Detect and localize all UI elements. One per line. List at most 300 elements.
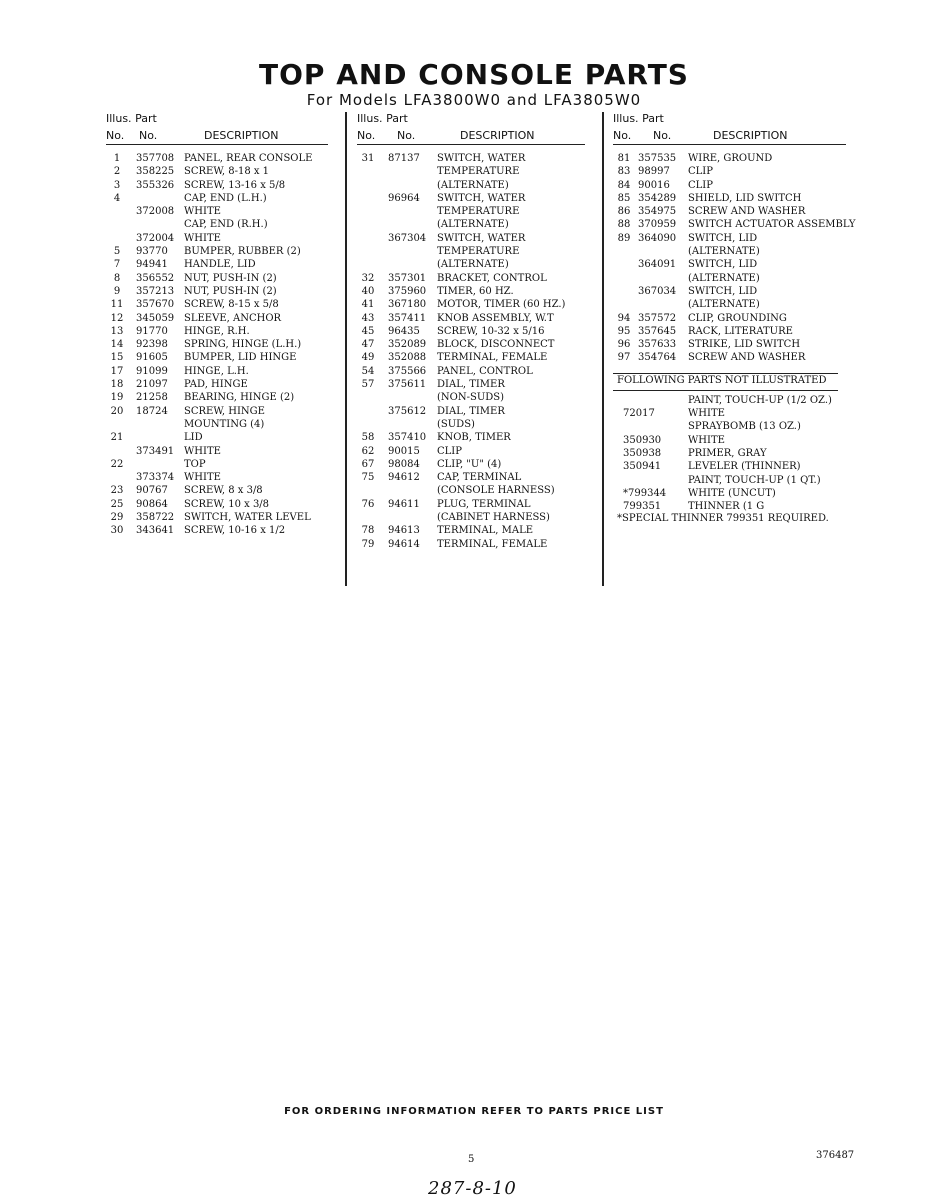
table-row — [613, 447, 863, 460]
part-description: HINGE, R.H. — [184, 325, 250, 337]
part-description: SWITCH, WATER — [437, 232, 526, 244]
part-number: 93770 — [136, 246, 168, 258]
part-number: 21097 — [136, 379, 168, 391]
table-row — [106, 365, 336, 378]
not-illustrated-section — [613, 375, 863, 525]
part-number: 367034 — [638, 285, 677, 297]
table-row — [357, 391, 597, 404]
part-description: (ALTERNATE) — [437, 259, 509, 271]
part-description: WHITE — [184, 206, 221, 218]
table-row — [106, 405, 336, 418]
illus-number: 20 — [110, 405, 124, 417]
header-illus-no: No. — [357, 129, 376, 142]
part-number: 375566 — [388, 365, 427, 377]
part-description: (CABINET HARNESS) — [437, 512, 550, 524]
table-row — [613, 285, 863, 298]
part-number: 358225 — [136, 166, 175, 178]
part-description: WHITE (UNCUT) — [688, 487, 776, 499]
part-number: 90767 — [136, 485, 168, 497]
table-row — [613, 500, 863, 513]
part-number: 372004 — [136, 232, 175, 244]
illus-number: 43 — [361, 312, 375, 324]
part-number: 375960 — [388, 285, 427, 297]
table-row — [357, 232, 597, 245]
illus-number: 7 — [113, 259, 121, 271]
part-number: 354975 — [638, 206, 677, 218]
part-description: SCREW AND WASHER — [688, 352, 806, 364]
part-description: CLIP — [688, 166, 713, 178]
part-description: SPRAYBOMB (13 OZ.) — [688, 421, 801, 433]
illus-number: 78 — [361, 525, 375, 537]
table-row — [613, 420, 863, 433]
table-row — [357, 471, 597, 484]
table-row — [106, 458, 336, 471]
part-description: CLIP — [437, 445, 462, 457]
table-row — [613, 325, 863, 338]
part-description: (SUDS) — [437, 418, 475, 430]
ordering-footer: FOR ORDERING INFORMATION REFER TO PARTS PRICE LIST — [284, 1106, 664, 1117]
part-number: 94941 — [136, 259, 168, 271]
table-row — [357, 152, 597, 165]
table-row — [357, 418, 597, 431]
part-description: BEARING, HINGE (2) — [184, 392, 295, 404]
illus-number: 79 — [361, 538, 375, 550]
part-description: SCREW, 8 x 3/8 — [184, 485, 263, 497]
illus-number: 75 — [361, 472, 375, 484]
part-number: 357572 — [638, 312, 677, 324]
header-part-no: No. — [139, 129, 158, 142]
table-row — [613, 179, 863, 192]
not-illustrated-heading: FOLLOWING PARTS NOT ILLUSTRATED — [617, 374, 827, 386]
part-description: (CONSOLE HARNESS) — [437, 485, 555, 497]
table-row — [357, 351, 597, 364]
header-rule — [106, 144, 328, 145]
table-row — [106, 418, 336, 431]
not-illustrated-list — [613, 394, 863, 514]
header-illus-no: No. — [106, 129, 125, 142]
parts-list — [106, 152, 336, 538]
part-description: WHITE — [688, 434, 725, 446]
table-row — [357, 258, 597, 271]
column-divider — [602, 112, 604, 586]
illus-number: 57 — [361, 379, 375, 391]
illus-number: 40 — [361, 285, 375, 297]
part-number: 367180 — [388, 299, 427, 311]
part-description: CAP, END (L.H.) — [184, 192, 267, 204]
part-number: 354764 — [638, 352, 677, 364]
part-number: 358722 — [136, 512, 175, 524]
illus-number: 86 — [617, 206, 631, 218]
table-row — [357, 431, 597, 444]
table-row — [106, 431, 336, 444]
part-number: 96435 — [388, 325, 420, 337]
table-row — [106, 511, 336, 524]
column-header — [106, 112, 336, 146]
table-row — [357, 165, 597, 178]
illus-number: 29 — [110, 512, 124, 524]
table-row — [106, 445, 336, 458]
table-row — [106, 325, 336, 338]
part-number: 343641 — [136, 525, 175, 537]
illus-number: 32 — [361, 272, 375, 284]
part-number: 96964 — [388, 192, 420, 204]
part-number: 354289 — [638, 192, 677, 204]
page-subtitle: For Models LFA3800W0 and LFA3805W0 — [306, 91, 642, 109]
part-description: SHIELD, LID SWITCH — [688, 192, 802, 204]
part-number: 72017 — [623, 408, 655, 420]
part-number: 357645 — [638, 325, 677, 337]
part-description: PANEL, CONTROL — [437, 365, 533, 377]
part-description: LEVELER (THINNER) — [688, 461, 801, 473]
illus-number: 9 — [113, 285, 121, 297]
part-description: CLIP — [688, 179, 713, 191]
illus-number: 89 — [617, 232, 631, 244]
part-description: TEMPERATURE — [437, 206, 520, 218]
header-description: DESCRIPTION — [460, 129, 535, 142]
table-row — [357, 378, 597, 391]
table-row — [613, 312, 863, 325]
illus-number: 81 — [617, 153, 631, 164]
illus-number: 1 — [113, 153, 121, 164]
part-description: LID — [184, 432, 203, 444]
column-divider — [345, 112, 347, 586]
part-description: SCREW, HINGE — [184, 405, 265, 417]
table-row — [106, 338, 336, 351]
part-description: WHITE — [688, 408, 725, 420]
illus-number: 23 — [110, 485, 124, 497]
column-header — [357, 112, 597, 146]
table-row — [613, 205, 863, 218]
illus-number: 94 — [617, 312, 631, 324]
table-row — [106, 351, 336, 364]
part-description: SWITCH, WATER — [437, 192, 526, 204]
part-description: PAINT, TOUCH-UP (1 QT.) — [688, 474, 821, 486]
part-description: CLIP, GROUNDING — [688, 312, 787, 324]
table-row — [613, 245, 863, 258]
table-row — [106, 152, 336, 165]
part-description: SCREW, 8-15 x 5/8 — [184, 299, 279, 311]
table-row — [613, 460, 863, 473]
illus-number: 13 — [110, 325, 124, 337]
part-description: THINNER (1 G — [688, 501, 765, 513]
header-part-no: No. — [397, 129, 416, 142]
part-number: 350941 — [623, 461, 662, 473]
part-number: 91099 — [136, 365, 168, 377]
table-row — [106, 179, 336, 192]
illus-number: 4 — [113, 192, 121, 204]
part-description: DIAL, TIMER — [437, 379, 505, 391]
part-number: 90015 — [388, 445, 420, 457]
part-description: (ALTERNATE) — [437, 179, 509, 191]
part-description: WIRE, GROUND — [688, 153, 773, 164]
part-number: 345059 — [136, 312, 175, 324]
part-description: SCREW, 10-16 x 1/2 — [184, 525, 286, 537]
part-description: KNOB ASSEMBLY, W.T — [437, 312, 554, 324]
part-description: TERMINAL, MALE — [437, 525, 534, 537]
part-description: STRIKE, LID SWITCH — [688, 339, 801, 351]
section-rule-bottom — [613, 390, 838, 391]
table-row — [106, 298, 336, 311]
illus-number: 58 — [361, 432, 375, 444]
illus-number: 2 — [113, 166, 121, 178]
part-description: BRACKET, CONTROL — [437, 272, 547, 284]
table-row — [357, 179, 597, 192]
part-number: 364090 — [638, 232, 677, 244]
part-description: SPRING, HINGE (L.H.) — [184, 339, 302, 351]
part-number: 375612 — [388, 405, 427, 417]
part-number: 94613 — [388, 525, 420, 537]
part-number: 350938 — [623, 447, 662, 459]
part-number: 355326 — [136, 179, 175, 191]
part-number: 357213 — [136, 285, 175, 297]
illus-number: 85 — [617, 192, 631, 204]
part-number: 364091 — [638, 259, 677, 271]
part-description: MOUNTING (4) — [184, 418, 265, 430]
table-row — [357, 511, 597, 524]
part-description: (NON-SUDS) — [437, 392, 505, 404]
table-row — [613, 232, 863, 245]
part-description: DIAL, TIMER — [437, 405, 505, 417]
illus-number: 84 — [617, 179, 631, 191]
illus-number: 12 — [110, 312, 124, 324]
illus-number: 47 — [361, 339, 375, 351]
illus-number: 8 — [113, 272, 121, 284]
part-number: 94614 — [388, 538, 420, 550]
table-row — [106, 484, 336, 497]
part-description: CAP, TERMINAL — [437, 472, 522, 484]
table-row — [357, 218, 597, 231]
header-description: DESCRIPTION — [204, 129, 279, 142]
illus-number: 45 — [361, 325, 375, 337]
illus-number: 54 — [361, 365, 375, 377]
handwritten-note: 287-8-10 — [428, 1178, 517, 1199]
part-description: WHITE — [184, 445, 221, 457]
illus-number: 31 — [361, 153, 375, 164]
part-description: HANDLE, LID — [184, 259, 256, 271]
part-number: 357633 — [638, 339, 677, 351]
header-rule — [357, 144, 585, 145]
header-illus-part: Illus. Part — [106, 112, 157, 125]
part-description: SWITCH, WATER LEVEL — [184, 512, 311, 524]
part-description: NUT, PUSH-IN (2) — [184, 272, 277, 284]
table-row — [613, 165, 863, 178]
table-row — [357, 192, 597, 205]
part-description: SCREW, 8-18 x 1 — [184, 166, 270, 178]
part-description: WHITE — [184, 232, 221, 244]
part-number: 799351 — [623, 501, 662, 513]
illus-number: 19 — [110, 392, 124, 404]
part-description: TIMER, 60 HZ. — [437, 285, 514, 297]
parts-list — [613, 152, 863, 365]
part-description: (ALTERNATE) — [688, 272, 760, 284]
part-description: BUMPER, LID HINGE — [184, 352, 297, 364]
part-number: 87137 — [388, 153, 420, 164]
table-row — [613, 407, 863, 420]
table-row — [357, 325, 597, 338]
illus-number: 83 — [617, 166, 631, 178]
illus-number: 30 — [110, 525, 124, 537]
special-thinner-note: *SPECIAL THINNER 799351 REQUIRED. — [617, 513, 829, 525]
table-row — [613, 218, 863, 231]
part-number: 98084 — [388, 458, 420, 470]
part-number: 350930 — [623, 434, 662, 446]
illus-number: 49 — [361, 352, 375, 364]
table-row — [106, 312, 336, 325]
table-row — [357, 498, 597, 511]
illus-number: 3 — [113, 179, 121, 191]
table-row — [357, 524, 597, 537]
part-description: SCREW, 13-16 x 5/8 — [184, 179, 286, 191]
part-description: PAINT, TOUCH-UP (1/2 OZ.) — [688, 394, 832, 406]
parts-column-1 — [106, 112, 336, 538]
table-row — [106, 285, 336, 298]
column-header — [613, 112, 863, 146]
part-description: SCREW AND WASHER — [688, 206, 806, 218]
part-description: MOTOR, TIMER (60 HZ.) — [437, 299, 566, 311]
header-illus-part: Illus. Part — [613, 112, 664, 125]
part-description: TERMINAL, FEMALE — [437, 352, 548, 364]
table-row — [613, 272, 863, 285]
table-row — [106, 378, 336, 391]
table-row — [357, 458, 597, 471]
illus-number: 88 — [617, 219, 631, 231]
table-row — [357, 405, 597, 418]
part-number: 94612 — [388, 472, 420, 484]
illus-number: 17 — [110, 365, 124, 377]
illus-number: 62 — [361, 445, 375, 457]
table-row — [357, 298, 597, 311]
table-row — [357, 272, 597, 285]
part-description: SWITCH, LID — [688, 285, 758, 297]
part-number: 373491 — [136, 445, 175, 457]
table-row — [613, 298, 863, 311]
table-row — [106, 245, 336, 258]
table-row — [613, 152, 863, 165]
part-description: SWITCH, WATER — [437, 153, 526, 164]
table-row — [106, 471, 336, 484]
part-number: 352088 — [388, 352, 427, 364]
table-row — [357, 285, 597, 298]
table-row — [357, 445, 597, 458]
page-title: TOP AND CONSOLE PARTS — [259, 58, 689, 91]
illus-number: 25 — [110, 498, 124, 510]
illus-number: 18 — [110, 379, 124, 391]
part-number: 90016 — [638, 179, 670, 191]
illus-number: 15 — [110, 352, 124, 364]
part-number: 90864 — [136, 498, 168, 510]
part-description: SWITCH, LID — [688, 259, 758, 271]
table-row — [357, 365, 597, 378]
table-row — [106, 165, 336, 178]
table-row — [613, 394, 863, 407]
table-row — [613, 434, 863, 447]
part-number: 373374 — [136, 472, 175, 484]
part-number: 357301 — [388, 272, 427, 284]
illus-number: 95 — [617, 325, 631, 337]
part-description: CLIP, "U" (4) — [437, 458, 502, 470]
table-row — [106, 498, 336, 511]
parts-column-2 — [357, 112, 597, 551]
illus-number: 67 — [361, 458, 375, 470]
table-row — [357, 312, 597, 325]
part-number: 357411 — [388, 312, 427, 324]
parts-column-3 — [613, 112, 863, 524]
part-number: 91605 — [136, 352, 168, 364]
part-description: WHITE — [184, 472, 221, 484]
illus-number: 11 — [110, 299, 124, 311]
part-description: BUMPER, RUBBER (2) — [184, 246, 301, 258]
illus-number: 5 — [113, 246, 121, 258]
page-number: 5 — [468, 1154, 475, 1165]
table-row — [357, 338, 597, 351]
table-row — [357, 484, 597, 497]
table-row — [357, 205, 597, 218]
section-rule-top — [613, 373, 838, 374]
illus-number: 14 — [110, 339, 124, 351]
part-description: PANEL, REAR CONSOLE — [184, 153, 313, 164]
table-row — [106, 205, 336, 218]
part-number: 92398 — [136, 339, 168, 351]
part-number: 357535 — [638, 153, 677, 164]
part-description: TEMPERATURE — [437, 166, 520, 178]
table-row — [106, 258, 336, 271]
part-number: 91770 — [136, 325, 168, 337]
part-number: 352089 — [388, 339, 427, 351]
header-part-no: No. — [653, 129, 672, 142]
table-row — [613, 338, 863, 351]
part-description: KNOB, TIMER — [437, 432, 511, 444]
part-description: HINGE, L.H. — [184, 365, 249, 377]
table-row — [357, 538, 597, 551]
document-number: 376487 — [816, 1150, 855, 1161]
parts-list — [357, 152, 597, 551]
part-number: 370959 — [638, 219, 677, 231]
table-row — [106, 232, 336, 245]
illus-number: 97 — [617, 352, 631, 364]
part-description: SLEEVE, ANCHOR — [184, 312, 282, 324]
table-row — [613, 474, 863, 487]
part-number: 18724 — [136, 405, 168, 417]
table-row — [613, 192, 863, 205]
part-description: RACK, LITERATURE — [688, 325, 793, 337]
table-row — [106, 218, 336, 231]
part-description: (ALTERNATE) — [688, 246, 760, 258]
illus-number: 22 — [110, 458, 124, 470]
table-row — [106, 192, 336, 205]
illus-number: 21 — [110, 432, 124, 444]
part-description: CAP, END (R.H.) — [184, 219, 268, 231]
part-number: 372008 — [136, 206, 175, 218]
header-illus-part: Illus. Part — [357, 112, 408, 125]
part-number: 357410 — [388, 432, 427, 444]
part-description: TOP — [184, 458, 206, 470]
part-description: TERMINAL, FEMALE — [437, 538, 548, 550]
illus-number: 96 — [617, 339, 631, 351]
table-row — [613, 487, 863, 500]
header-illus-no: No. — [613, 129, 632, 142]
part-description: PAD, HINGE — [184, 379, 248, 391]
table-row — [106, 524, 336, 537]
part-description: TEMPERATURE — [437, 246, 520, 258]
part-number: 357708 — [136, 153, 175, 164]
illus-number: 41 — [361, 299, 375, 311]
part-description: NUT, PUSH-IN (2) — [184, 285, 277, 297]
part-number: 375611 — [388, 379, 427, 391]
illus-number: 76 — [361, 498, 375, 510]
part-number: 357670 — [136, 299, 175, 311]
part-description: SCREW, 10-32 x 5/16 — [437, 325, 545, 337]
part-number: 21258 — [136, 392, 168, 404]
